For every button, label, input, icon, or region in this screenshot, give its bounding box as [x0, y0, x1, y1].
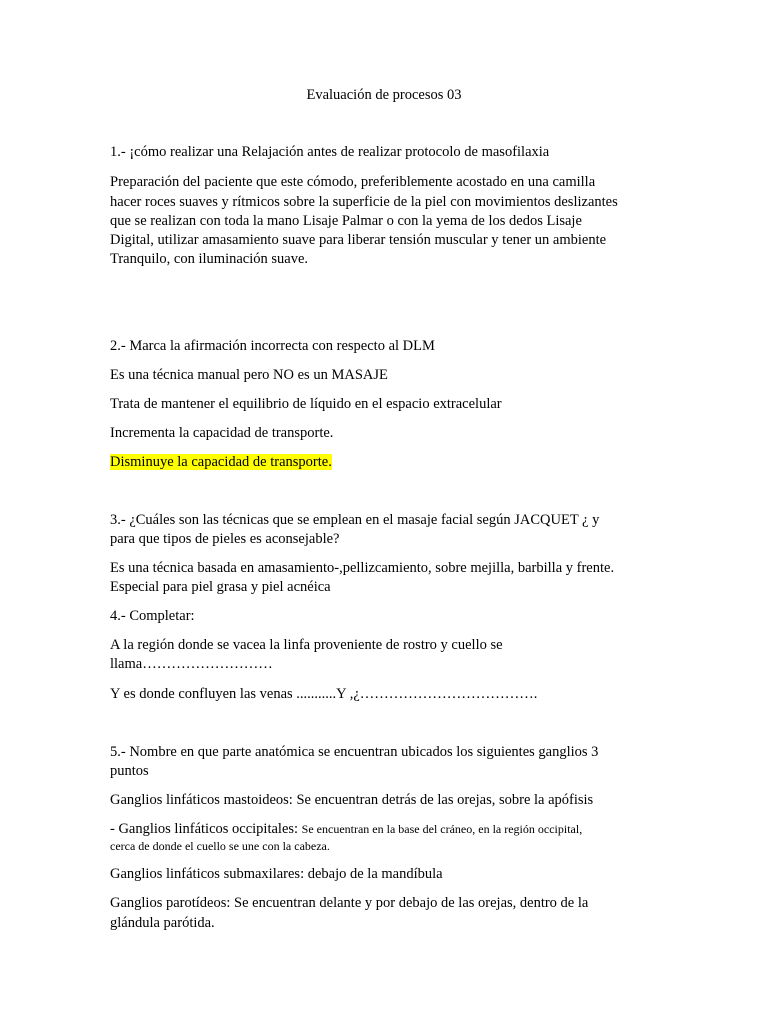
q3-question-line: 3.- ¿Cuáles son las técnicas que se emplean en el masaje facial según JACQUET ¿ y — [110, 512, 600, 528]
q4-question: 4.- Completar: — [110, 608, 195, 624]
q2-option: Trata de mantener el equilibrio de líquido en el espacio extracelular — [110, 396, 502, 412]
q5-item-label: - Ganglios linfáticos occipitales: — [110, 821, 302, 837]
q1-answer-line: Digital, utilizar amasamiento suave para liberar tensión muscular y tener un ambiente — [110, 232, 607, 248]
q5-item-small-text: Se encuentran en la base del cráneo, en la región occipital, — [301, 822, 583, 836]
q5-item: Ganglios linfáticos mastoideos: Se encuentran detrás de las orejas, sobre la apófisis — [110, 792, 594, 808]
document-title: Evaluación de procesos 03 — [306, 87, 462, 103]
q2-option: Incrementa la capacidad de transporte. — [110, 425, 334, 441]
q4-line: A la región donde se vacea la linfa proveniente de rostro y cuello se — [110, 637, 503, 653]
q5-item: Ganglios linfáticos submaxilares: debajo de la mandíbula — [110, 866, 443, 882]
q2-option-highlighted — [110, 453, 332, 472]
q3-answer-line: Es una técnica basada en amasamiento-,pellizcamiento, sobre mejilla, barbilla y frente. — [110, 560, 615, 576]
q1-answer-line: que se realizan con toda la mano Lisaje Palmar o con la yema de los dedos Lisaje — [110, 213, 582, 229]
q3-question-line: para que tipos de pieles es aconsejable? — [110, 531, 340, 547]
q5-question-line: puntos — [110, 763, 149, 779]
q5-item-line: Ganglios parotídeos: Se encuentran delante y por debajo de las orejas, dentro de la — [110, 895, 589, 911]
q1-answer-line: Tranquilo, con iluminación suave. — [110, 251, 309, 267]
highlighted-answer: Disminuye la capacidad de transporte. — [110, 454, 332, 470]
q5-item-small-text: cerca de donde el cuello se une con la cabeza. — [110, 839, 330, 853]
q2-option: Es una técnica manual pero NO es un MASAJE — [110, 367, 388, 383]
q5-question-line: 5.- Nombre en que parte anatómica se encuentran ubicados los siguientes ganglios 3 — [110, 744, 599, 760]
q3-answer-line: Especial para piel grasa y piel acnéica — [110, 579, 331, 595]
q1-answer-line: Preparación del paciente que este cómodo, preferiblemente acostado en una camilla — [110, 174, 596, 190]
q4-line: Y es donde confluyen las venas ...........Y ,¿………………………………. — [110, 686, 538, 702]
q5-item-line: glándula parótida. — [110, 915, 215, 931]
q1-answer-line: hacer roces suaves y rítmicos sobre la superficie de la piel con movimientos deslizantes — [110, 194, 618, 210]
q4-line: llama……………………… — [110, 656, 273, 672]
q2-question: 2.- Marca la afirmación incorrecta con respecto al DLM — [110, 338, 435, 354]
q1-question: 1.- ¡cómo realizar una Relajación antes de realizar protocolo de masofilaxia — [110, 144, 550, 160]
